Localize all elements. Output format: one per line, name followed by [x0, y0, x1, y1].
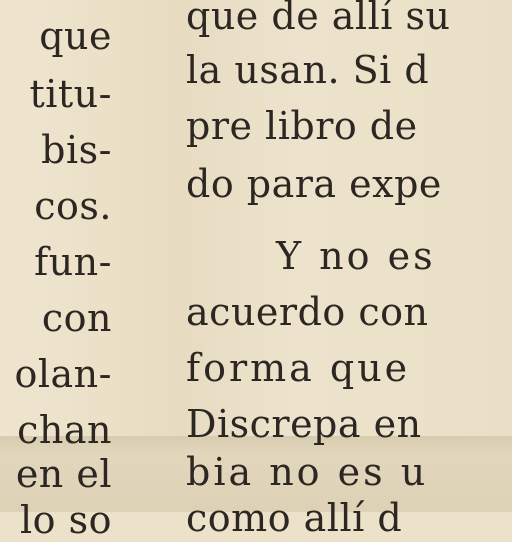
right-line: acuerdo con — [186, 290, 429, 334]
left-line: titu- — [29, 72, 112, 116]
right-line: la usan. Si d — [186, 48, 430, 92]
right-line: pre libro de — [186, 104, 418, 148]
right-line-indented: Y no es — [276, 234, 436, 278]
right-line: do para expe — [186, 162, 442, 206]
right-line: Discrepa en — [186, 402, 422, 446]
right-line: forma que — [186, 346, 411, 390]
right-line: como allí d — [186, 496, 403, 540]
right-line: que de allí su — [186, 0, 451, 38]
left-line: en el — [15, 452, 112, 496]
left-line: chan — [17, 408, 112, 452]
left-line: cos. — [34, 184, 112, 228]
left-line: fun- — [34, 240, 112, 284]
left-line: olan- — [14, 352, 112, 396]
left-line: que — [39, 14, 112, 58]
right-line: bia no es u — [186, 450, 429, 494]
left-line: con — [41, 296, 112, 340]
left-line: lo so — [20, 498, 112, 542]
left-line: bis- — [41, 128, 112, 172]
